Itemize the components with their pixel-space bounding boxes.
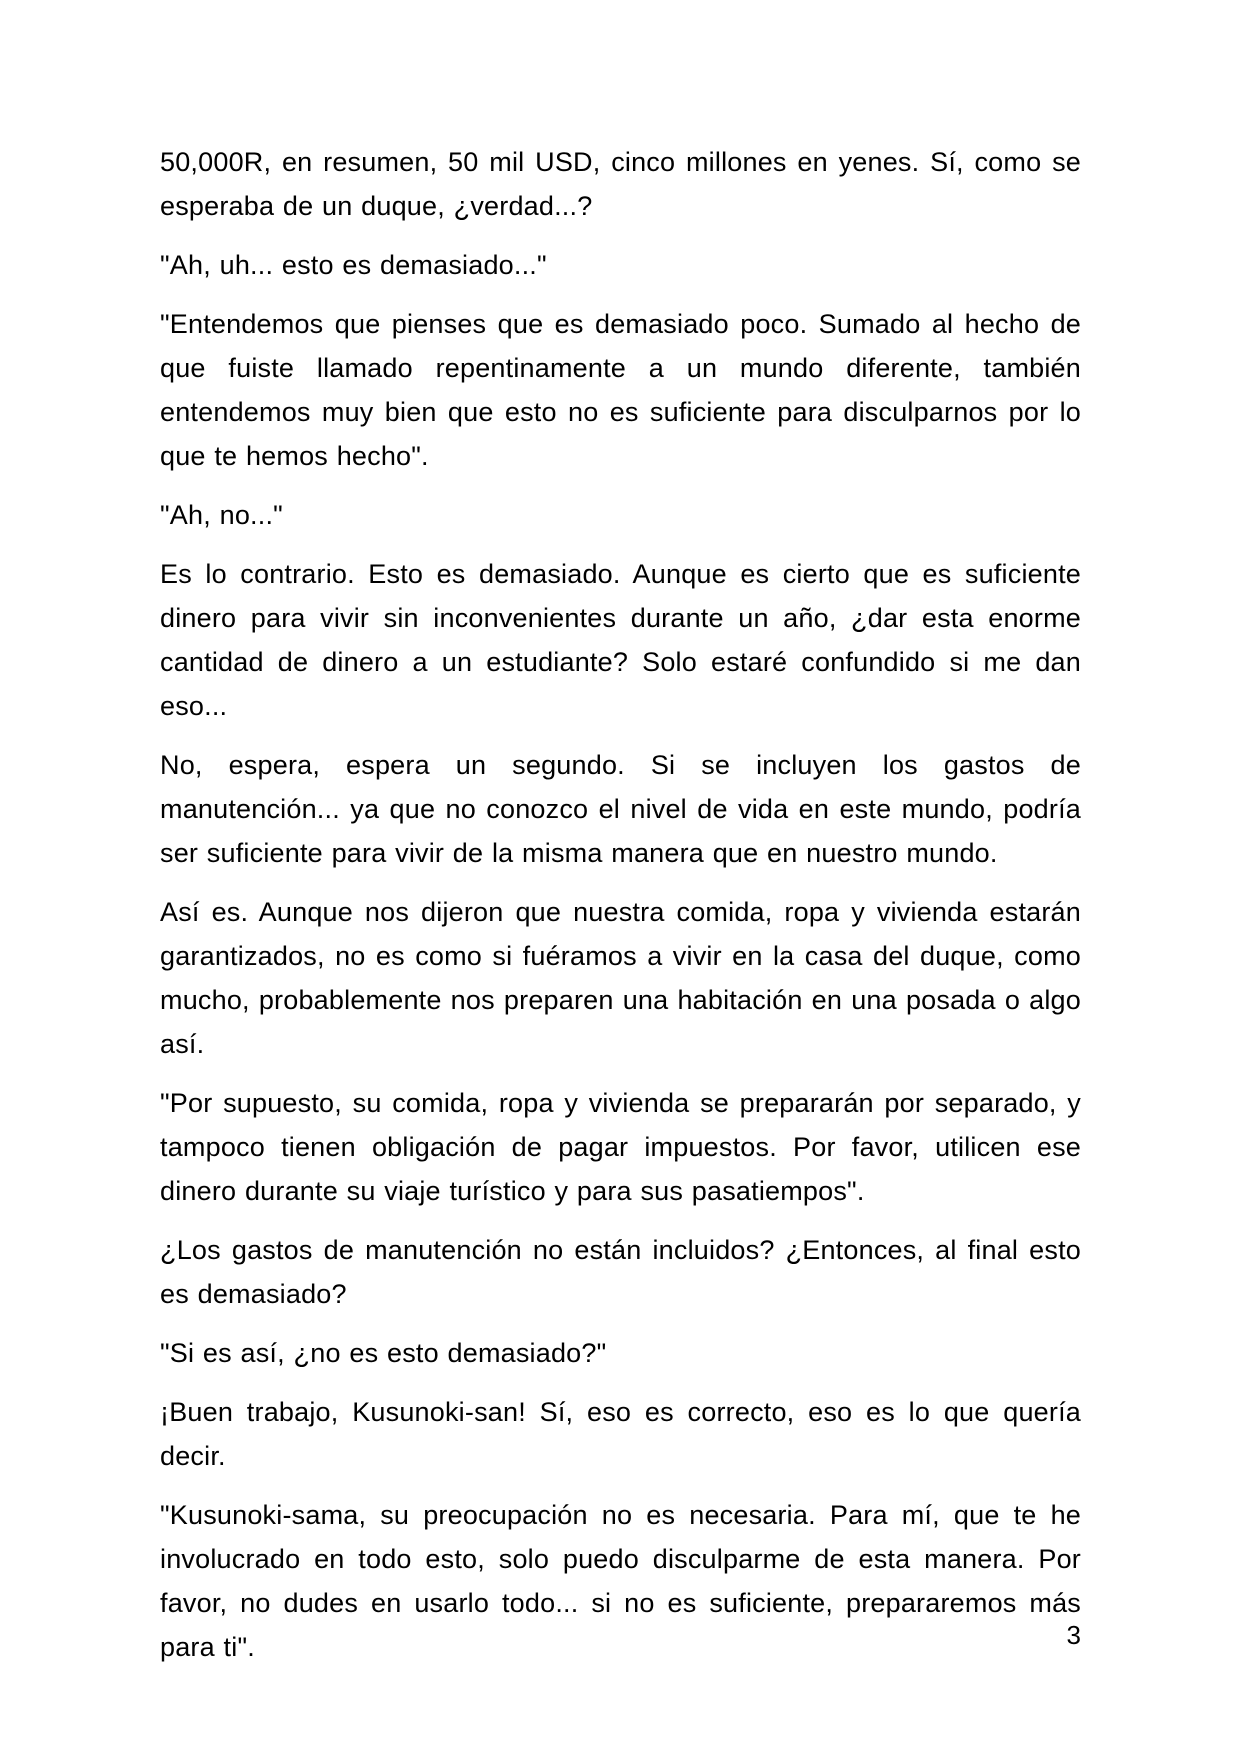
paragraph: No, espera, espera un segundo. Si se incluyen los gastos de manutención... ya que no conozco el nivel de vida en este mundo, podría ser suficiente para vivir de la misma manera que en nuestro mundo. xyxy=(160,750,1081,868)
paragraph: "Entendemos que pienses que es demasiado poco. Sumado al hecho de que fuiste llamado repentinamente a un mundo diferente, también entendemos muy bien que esto no es suficiente para disculparnos por lo que te hemos hecho". xyxy=(160,309,1081,471)
paragraph: "Ah, no..." xyxy=(160,500,283,530)
text-body xyxy=(160,140,1081,1684)
paragraph: 50,000R, en resumen, 50 mil USD, cinco millones en yenes. Sí, como se esperaba de un duque, ¿verdad...? xyxy=(160,147,1081,221)
paragraph: "Ah, uh... esto es demasiado..." xyxy=(160,250,547,280)
paragraph: Es lo contrario. Esto es demasiado. Aunque es cierto que es suficiente dinero para vivir sin inconvenientes durante un año, ¿dar esta enorme cantidad de dinero a un estudiante? Solo estaré confundido si me dan eso... xyxy=(160,559,1081,721)
paragraph: "Por supuesto, su comida, ropa y vivienda se prepararán por separado, y tampoco tienen obligación de pagar impuestos. Por favor, utilicen ese dinero durante su viaje turístico y para sus pasatiempos". xyxy=(160,1088,1081,1206)
paragraph: "Kusunoki-sama, su preocupación no es necesaria. Para mí, que te he involucrado en todo esto, solo puedo disculparme de esta manera. Por favor, no dudes en usarlo todo... si no es suficiente, prepararemos más para ti". xyxy=(160,1500,1081,1662)
paragraph: Así es. Aunque nos dijeron que nuestra comida, ropa y vivienda estarán garantizados, no es como si fuéramos a vivir en la casa del duque, como mucho, probablemente nos preparen una habitación en una posada o algo así. xyxy=(160,897,1081,1059)
paragraph: ¿Los gastos de manutención no están incluidos? ¿Entonces, al final esto es demasiado? xyxy=(160,1235,1081,1309)
page-number: 3 xyxy=(1066,1620,1081,1650)
paragraph: ¡Buen trabajo, Kusunoki-san! Sí, eso es correcto, eso es lo que quería decir. xyxy=(160,1397,1081,1471)
paragraph: "Si es así, ¿no es esto demasiado?" xyxy=(160,1338,607,1368)
